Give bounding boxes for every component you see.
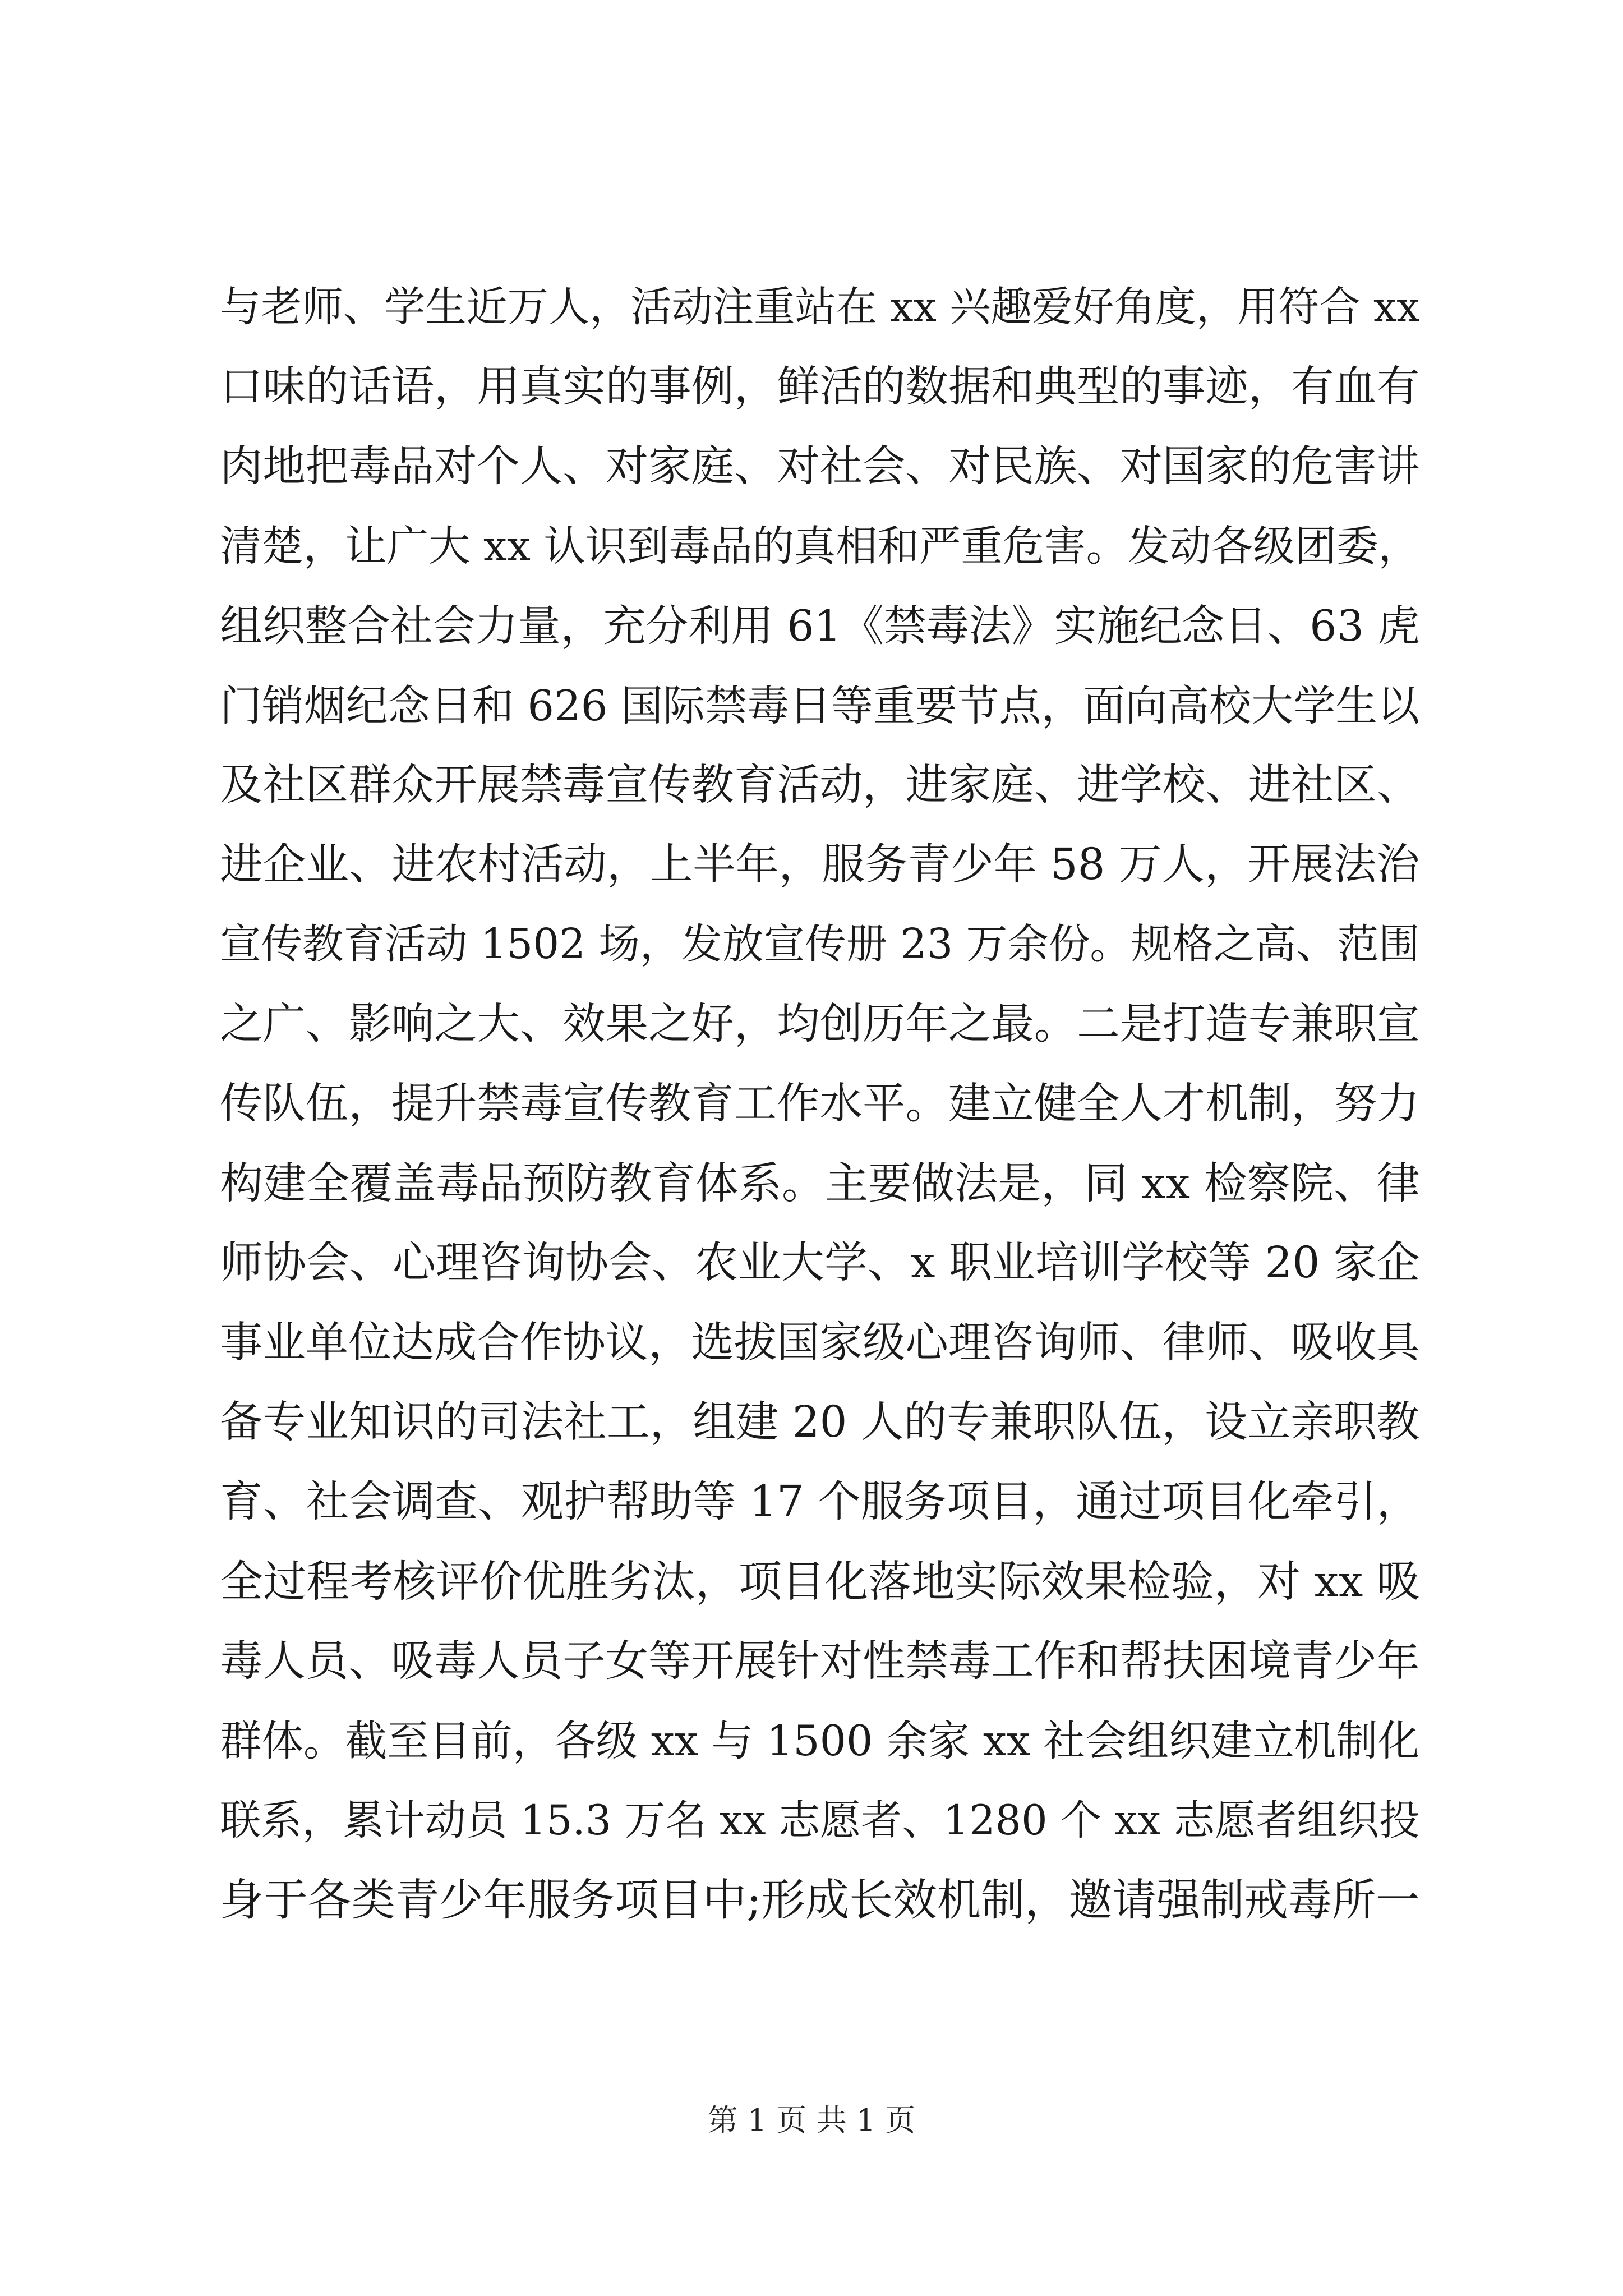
text-line: 与老师、学生近万人，活动注重站在 xx 兴趣爱好角度，用符合 xx (220, 283, 1420, 331)
text-line: 宣传教育活动 1502 场，发放宣传册 23 万余份。规格之高、范围 (220, 921, 1420, 968)
text-line: 身于各类青少年服务项目中;形成长效机制，邀请强制戒毒所一 (220, 1875, 1420, 1926)
page-number-footer: 第 1 页 共 1 页 (707, 2102, 916, 2138)
text-line: 传队伍，提升禁毒宣传教育工作水平。建立健全人才机制，努力 (220, 1079, 1420, 1129)
text-line: 备专业知识的司法社工，组建 20 人的专兼职队伍，设立亲职教 (220, 1397, 1420, 1447)
text-line: 事业单位达成合作协议，选拔国家级心理咨询师、律师、吸收具 (220, 1318, 1420, 1368)
text-line: 门销烟纪念日和 626 国际禁毒日等重要节点，面向高校大学生以 (220, 681, 1420, 730)
text-line: 毒人员、吸毒人员子女等开展针对性禁毒工作和帮扶困境青少年 (220, 1636, 1420, 1686)
text-line: 口味的话语，用真实的事例，鲜活的数据和典型的事迹，有血有 (220, 362, 1420, 412)
text-line: 联系，累计动员 15.3 万名 xx 志愿者、1280 个 xx 志愿者组织投 (220, 1797, 1421, 1844)
text-line: 群体。截至目前，各级 xx 与 1500 余家 xx 社会组织建立机制化 (220, 1717, 1420, 1765)
text-line: 清楚，让广大 xx 认识到毒品的真相和严重危害。发动各级团委， (220, 522, 1420, 570)
text-line: 及社区群众开展禁毒宣传教育活动，进家庭、进学校、进社区、 (220, 760, 1420, 810)
text-line: 组织整合社会力量，充分利用 61《禁毒法》实施纪念日、63 虎 (220, 601, 1420, 651)
text-line: 全过程考核评价优胜劣汰，项目化落地实际效果检验，对 xx 吸 (220, 1557, 1420, 1607)
text-line: 师协会、心理咨询协会、农业大学、x 职业培训学校等 20 家企 (220, 1238, 1420, 1288)
text-line: 育、社会调查、观护帮助等 17 个服务项目，通过项目化牵引， (220, 1477, 1420, 1527)
text-line: 进企业、进农村活动，上半年，服务青少年 58 万人，开展法治 (220, 840, 1420, 890)
text-line: 肉地把毒品对个人、对家庭、对社会、对民族、对国家的危害讲 (220, 441, 1420, 491)
text-line: 构建全覆盖毒品预防教育体系。主要做法是，同 xx 检察院、律 (220, 1158, 1420, 1209)
text-line: 之广、影响之大、效果之好，均创历年之最。二是打造专兼职宣 (220, 999, 1420, 1049)
